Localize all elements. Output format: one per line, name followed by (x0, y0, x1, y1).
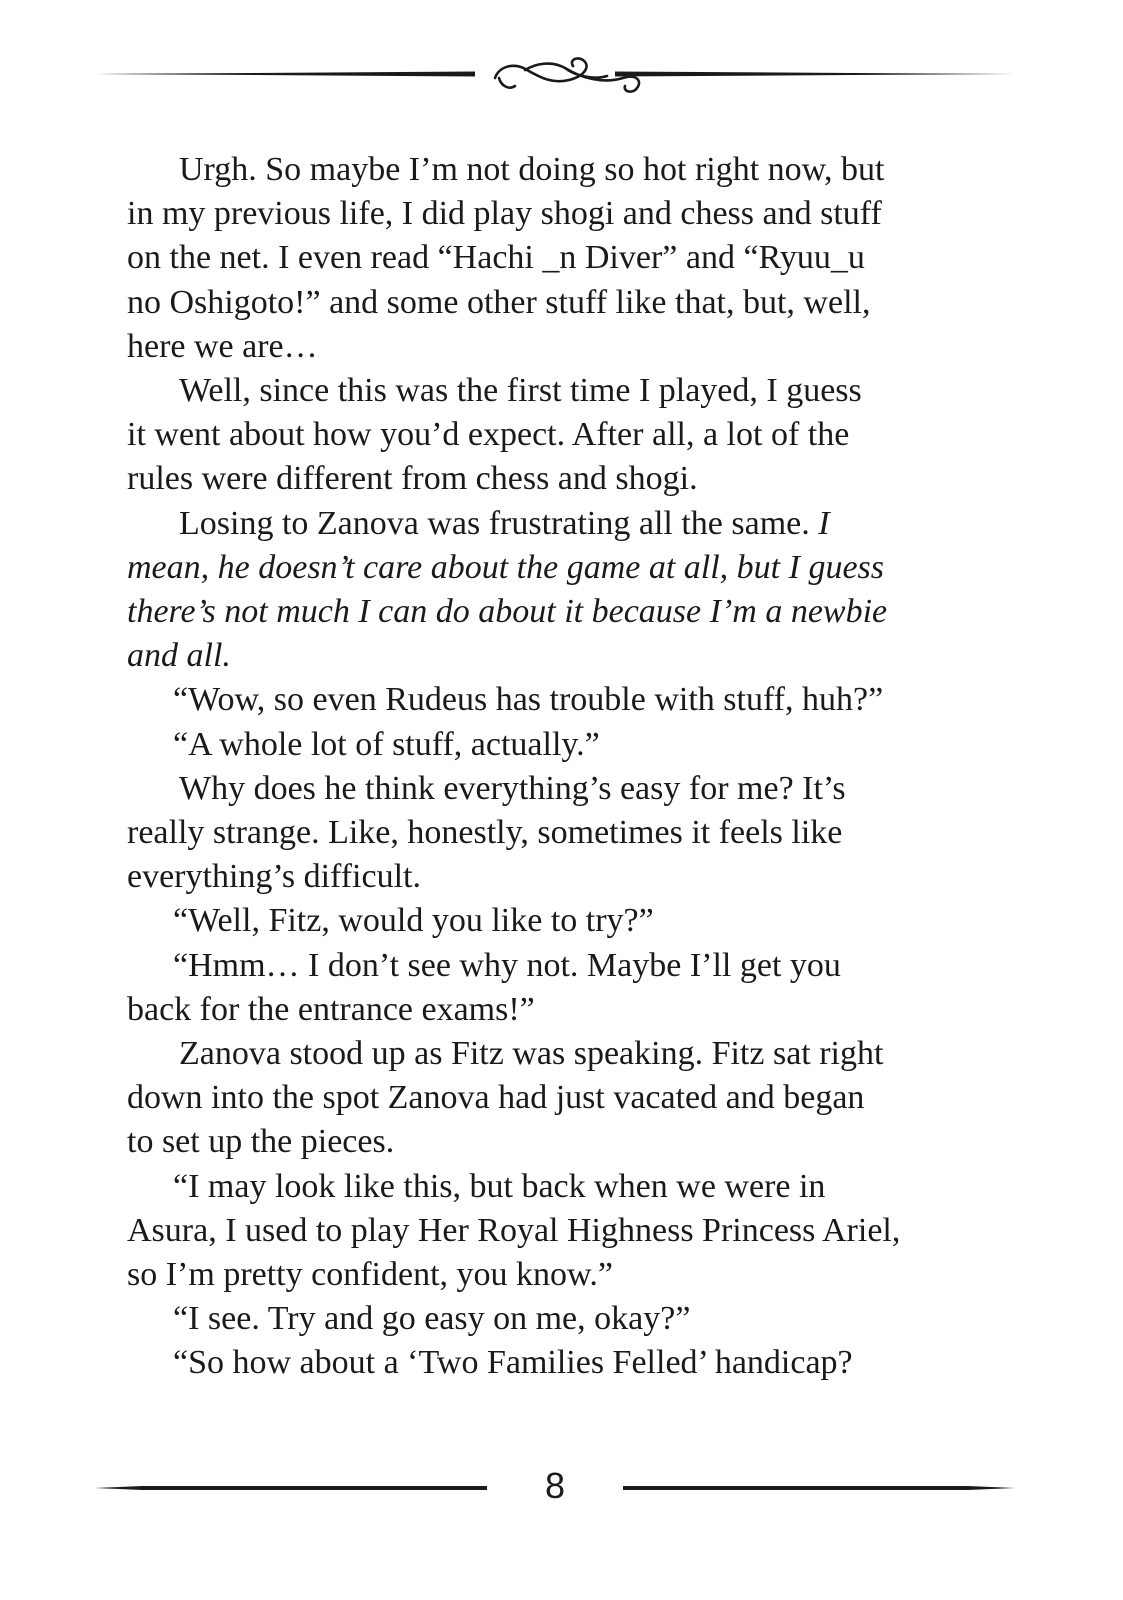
text-line: “Hmm… I don’t see why not. Maybe I’ll get you (173, 946, 841, 984)
text-line: on the net. I even read “Hachi _n Diver” and “Ryuu_u (127, 239, 865, 277)
italic-text-run: I (818, 504, 830, 542)
text-run: Losing to Zanova was frustrating all the same. (179, 504, 819, 542)
footer-rule-right (623, 1486, 1015, 1490)
text-line: Why does he think everything’s easy for me? It’s (179, 769, 846, 807)
text-line (127, 502, 977, 546)
text-line: “I may look like this, but back when we were in (173, 1167, 826, 1205)
text-line: “Wow, so even Rudeus has trouble with stuff, huh?” (173, 681, 884, 719)
paragraph (127, 1297, 977, 1341)
paragraph (127, 369, 977, 502)
text-line: Zanova stood up as Fitz was speaking. Fitz sat right (179, 1035, 884, 1073)
text-line: Well, since this was the first time I played, I guess (179, 372, 862, 410)
italic-text-line: mean, he doesn’t care about the game at all, but I guess (127, 548, 884, 586)
paragraph (127, 1165, 977, 1298)
text-line: “A whole lot of stuff, actually.” (173, 725, 600, 763)
header-flourish-icon (95, 40, 1015, 110)
page-body-text (127, 148, 977, 1386)
paragraph (127, 1032, 977, 1165)
text-line: here we are… (127, 327, 318, 365)
text-line: rules were different from chess and shogi. (127, 460, 698, 498)
text-line: Urgh. So maybe I’m not doing so hot right now, but (179, 151, 885, 188)
page-number: 8 (544, 1465, 566, 1506)
paragraph (127, 899, 977, 943)
paragraph (127, 678, 977, 722)
text-line: back for the entrance exams!” (127, 990, 535, 1028)
text-line: “So how about a ‘Two Families Felled’ handicap? (173, 1344, 853, 1382)
text-line: Asura, I used to play Her Royal Highness Princess Ariel, (127, 1211, 901, 1249)
paragraph (127, 944, 977, 1032)
text-line: in my previous life, I did play shogi and chess and stuff (127, 195, 882, 233)
italic-text-line: and all. (127, 637, 231, 675)
paragraph (127, 1341, 977, 1385)
italic-text-line: there’s not much I can do about it because I’m a newbie (127, 593, 888, 631)
page-footer (95, 1460, 1015, 1520)
text-line: “Well, Fitz, would you like to try?” (173, 902, 654, 940)
paragraph (127, 502, 977, 679)
paragraph (127, 723, 977, 767)
text-line: it went about how you’d expect. After all, a lot of the (127, 416, 850, 454)
paragraph (127, 767, 977, 900)
text-line: no Oshigoto!” and some other stuff like that, but, well, (127, 283, 871, 321)
text-line: down into the spot Zanova had just vacated and began (127, 1079, 865, 1117)
text-line: everything’s difficult. (127, 858, 421, 896)
text-line: really strange. Like, honestly, sometimes it feels like (127, 814, 843, 852)
header-rule-right (615, 72, 1015, 77)
text-line: “I see. Try and go easy on me, okay?” (173, 1300, 691, 1338)
text-line: so I’m pretty confident, you know.” (127, 1256, 613, 1294)
paragraph (127, 148, 977, 369)
header-rule-left (95, 72, 475, 77)
text-line: to set up the pieces. (127, 1123, 395, 1161)
